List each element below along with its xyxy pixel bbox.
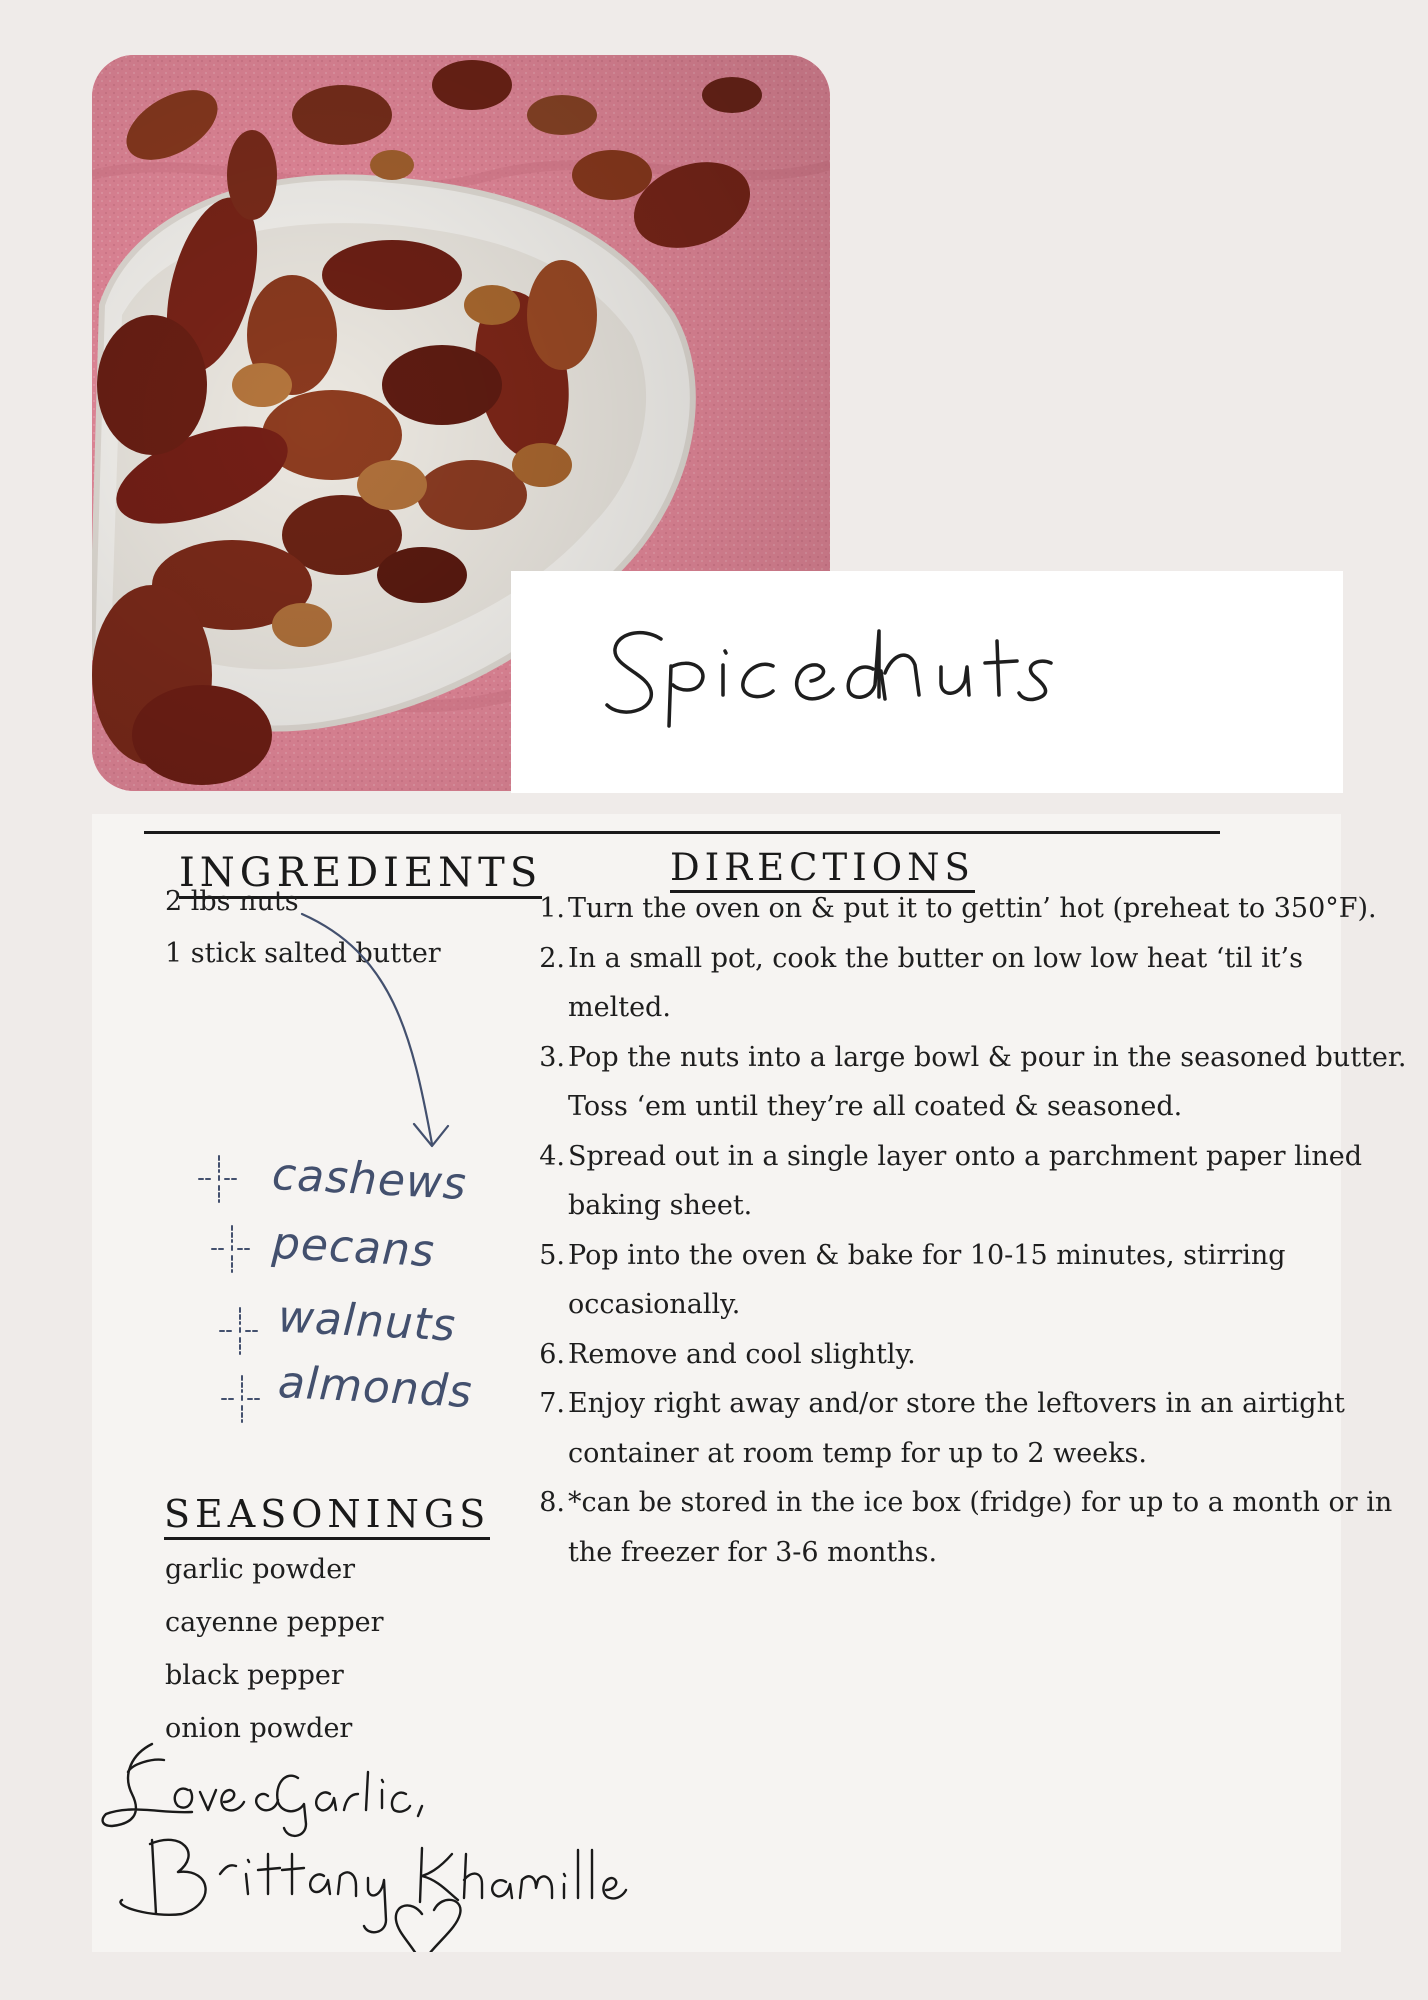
step-text: In a small pot, cook the butter on low low heat ‘til it’s melted. xyxy=(568,942,1303,1023)
step-text: Pop into the oven & bake for 10-15 minutes, stirring occasionally. xyxy=(568,1239,1286,1320)
step-number: 3 . xyxy=(529,1033,565,1083)
step-text: *can be stored in the ice box (fridge) for up to a month or in the freezer for 3-6 months. xyxy=(568,1487,1393,1568)
nut-option: almonds xyxy=(276,1356,474,1419)
recipe-card xyxy=(92,814,1407,1952)
directions-heading: DIRECTIONS xyxy=(670,846,975,893)
list-item: black pepper xyxy=(165,1660,344,1691)
step-text: Remove and cool slightly. xyxy=(568,1338,916,1370)
list-item: onion powder xyxy=(165,1713,353,1744)
step-number: 1 . xyxy=(529,884,565,934)
step-text: Turn the oven on & put it to gettin’ hot (preheat to 350°F). xyxy=(568,893,1377,924)
step-number: 7 . xyxy=(529,1379,565,1429)
step-text: Spread out in a single layer onto a parchment paper lined baking sheet. xyxy=(568,1140,1363,1221)
step-number: 4 . xyxy=(529,1132,565,1182)
step-text: Enjoy right away and/or store the leftovers in an airtight container at room temp for up to 2 weeks. xyxy=(568,1388,1345,1469)
step-number: 6 . xyxy=(529,1330,565,1380)
list-item: 1 stick salted butter xyxy=(165,938,441,969)
title-spiced xyxy=(607,631,879,726)
nut-option: pecans xyxy=(270,1217,437,1278)
list-item: garlic powder xyxy=(165,1554,356,1585)
seasonings-heading: SEASONINGS xyxy=(164,1492,490,1540)
list-item: cayenne pepper xyxy=(165,1607,384,1638)
step-text: Pop the nuts into a large bowl & pour in the seasoned butter. Toss ‘em until they’re all coated & seasoned. xyxy=(568,1041,1407,1122)
step-number: 5 . xyxy=(529,1231,565,1281)
nut-option: cashews xyxy=(270,1148,469,1211)
list-item: 2 lbs nuts xyxy=(165,886,299,917)
ingredients-heading: INGREDIENTS xyxy=(179,850,542,899)
title-nuts xyxy=(881,641,1051,700)
title-card xyxy=(511,571,1343,793)
signature xyxy=(92,814,692,1952)
step-number: 8 . xyxy=(529,1478,565,1528)
handwritten-title xyxy=(511,571,1343,793)
nut-option: walnuts xyxy=(276,1291,458,1352)
step-number: 2 . xyxy=(529,934,565,984)
